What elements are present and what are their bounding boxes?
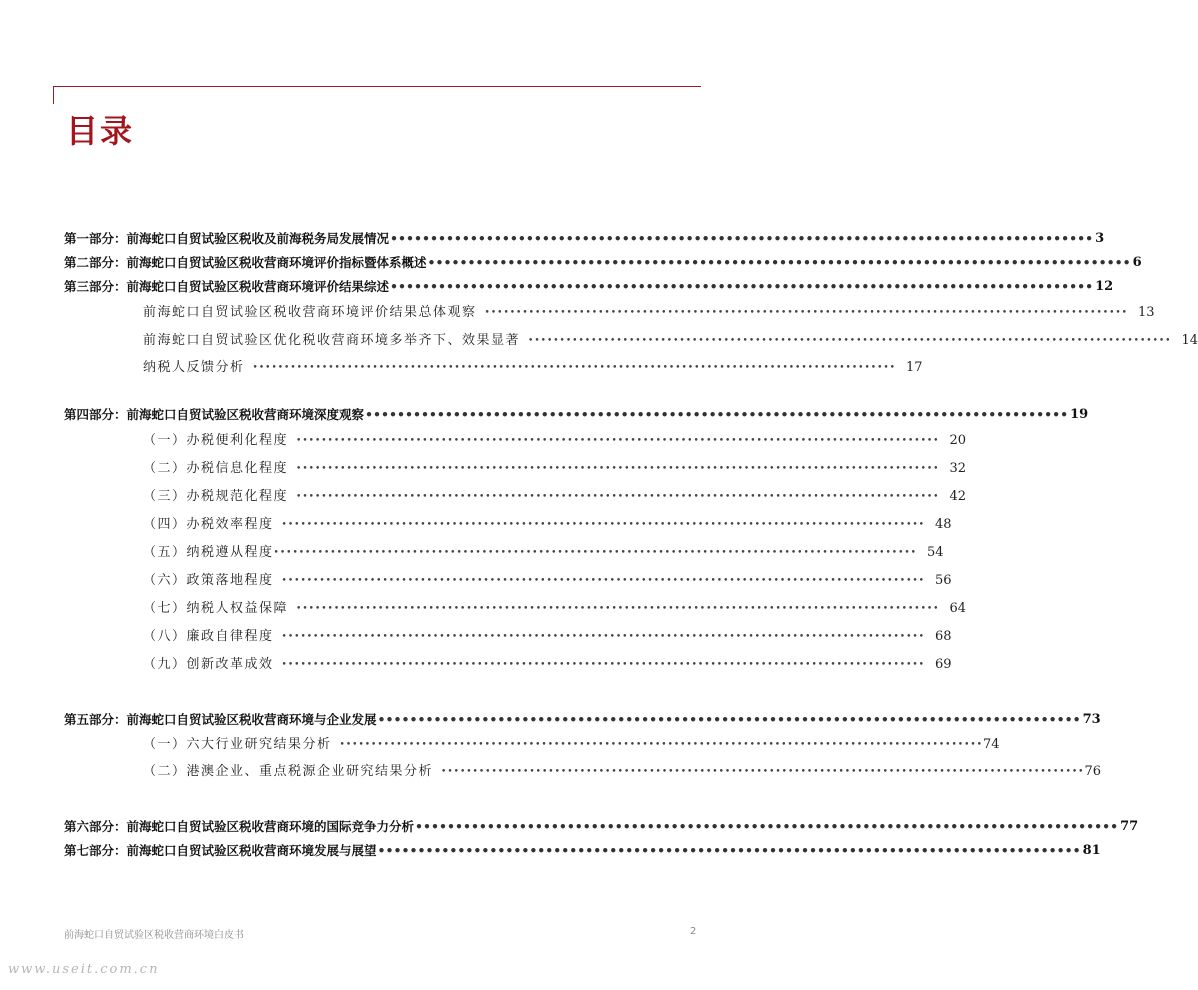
leader-dots: •••••••••••••••••••••••••••••••••••••••••••••••••••••••••••••••••••••••••••••••••••••••••••••••••••••• (296, 604, 940, 614)
toc-entry-part-4[interactable] (64, 405, 1089, 425)
toc-entry-part-2[interactable] (64, 253, 1142, 273)
toc-entry-part-3[interactable] (64, 277, 1114, 297)
toc-entry-label: （七）纳税人权益保障 (143, 601, 289, 616)
toc-entry-part-5[interactable] (64, 710, 1101, 730)
toc-entry-5-1[interactable] (143, 735, 1000, 755)
leader-dots: •••••••••••••••••••••••••••••••••••••••••••••••••••••••••••••••••••••••••••••••••••••••••••••••••••••• (281, 632, 925, 642)
toc-entry-4-5[interactable] (143, 543, 944, 563)
toc-entry-page: 20 (949, 433, 967, 448)
toc-entry-label: 第七部分：前海蛇口自贸试验区税收营商环境发展与展望 (64, 843, 377, 858)
leader-dots: •••••••••••••••••••••••••••••••••••••••••••••••••••••••••••••••••••••••••••••••••••••••• (390, 279, 1094, 294)
leader-dots: •••••••••••••••••••••••••••••••••••••••••••••••••••••••••••••••••••••••••••••••••••••••• (377, 843, 1081, 858)
toc-entry-3-1[interactable] (143, 303, 1155, 323)
leader-dots: •••••••••••••••••••••••••••••••••••••••••••••••••••••••••••••••••••••••••••••••••••••••••••••••••••••• (273, 548, 917, 558)
page-title: 目录 (66, 112, 135, 150)
leader-dots: •••••••••••••••••••••••••••••••••••••••••••••••••••••••••••••••••••••••••••••••••••••••• (390, 231, 1094, 246)
toc-entry-page: 81 (1082, 843, 1101, 858)
toc-entry-label: （九）创新改革成效 (143, 657, 274, 672)
toc-entry-3-3[interactable] (143, 358, 923, 378)
toc-entry-label: 前海蛇口自贸试验区优化税收营商环境多举齐下、效果显著 (143, 333, 521, 348)
toc-entry-part-7[interactable] (64, 841, 1101, 861)
header-rule (53, 86, 701, 87)
toc-entry-label: （八）廉政自律程度 (143, 629, 274, 644)
toc-entry-label: （二）港澳企业、重点税源企业研究结果分析 (143, 764, 434, 779)
toc-entry-4-6[interactable] (143, 571, 952, 591)
toc-entry-page: 32 (949, 461, 967, 476)
toc-entry-page: 13 (1138, 305, 1155, 320)
leader-dots: •••••••••••••••••••••••••••••••••••••••••••••••••••••••••••••••••••••••••••••••••••••••••••••••••••••• (339, 740, 983, 750)
toc-entry-label: 第五部分：前海蛇口自贸试验区税收营商环境与企业发展 (64, 712, 377, 727)
toc-entry-4-7[interactable] (143, 599, 967, 619)
toc-entry-page: 69 (935, 657, 952, 672)
toc-entry-label: （二）办税信息化程度 (143, 461, 289, 476)
leader-dots: •••••••••••••••••••••••••••••••••••••••••••••••••••••••••••••••••••••••••••••••••••••••••••••••••••••• (281, 520, 925, 530)
toc-entry-label: （一）办税便利化程度 (143, 433, 289, 448)
watermark: www.useit.com.cn (8, 962, 160, 977)
footer-title: 前海蛇口自贸试验区税收营商环境白皮书 (64, 930, 244, 941)
toc-entry-4-8[interactable] (143, 627, 952, 647)
toc-entry-label: 第三部分：前海蛇口自贸试验区税收营商环境评价结果综述 (64, 279, 390, 294)
leader-dots: •••••••••••••••••••••••••••••••••••••••••••••••••••••••••••••••••••••••••••••••••••••••••••••••••••••• (296, 436, 940, 446)
toc-entry-part-6[interactable] (64, 817, 1139, 837)
toc-entry-page: 42 (949, 489, 967, 504)
toc-entry-label: （六）政策落地程度 (143, 573, 274, 588)
leader-dots: •••••••••••••••••••••••••••••••••••••••••••••••••••••••••••••••••••••••••••••••••••••••• (427, 255, 1131, 270)
leader-dots: •••••••••••••••••••••••••••••••••••••••••••••••••••••••••••••••••••••••••••••••••••••••••••••••••••••• (296, 492, 940, 502)
toc-entry-page: 73 (1082, 712, 1101, 727)
toc-entry-part-1[interactable] (64, 229, 1105, 249)
toc-entry-page: 54 (927, 545, 944, 560)
leader-dots: •••••••••••••••••••••••••••••••••••••••••••••••••••••••••••••••••••••••••••••••••••••••• (377, 712, 1081, 727)
toc-entry-label: 第二部分：前海蛇口自贸试验区税收营商环境评价指标暨体系概述 (64, 255, 427, 270)
leader-dots: •••••••••••••••••••••••••••••••••••••••••••••••••••••••••••••••••••••••••••••••••••••••••••••••••••••• (281, 576, 925, 586)
toc-entry-page: 68 (935, 629, 952, 644)
leader-dots: •••••••••••••••••••••••••••••••••••••••••••••••••••••••••••••••••••••••••••••••••••••••••••••••••••••• (252, 363, 896, 373)
toc-entry-page: 48 (935, 517, 952, 532)
toc-entry-page: 56 (935, 573, 952, 588)
footer-page-number: 2 (690, 926, 697, 937)
leader-dots: •••••••••••••••••••••••••••••••••••••••••••••••••••••••••••••••••••••••••••••••••••••••• (415, 819, 1119, 834)
leader-dots: •••••••••••••••••••••••••••••••••••••••••••••••••••••••••••••••••••••••••••••••••••••••••••••••••••••• (296, 464, 940, 474)
leader-dots: •••••••••••••••••••••••••••••••••••••••••••••••••••••••••••••••••••••••••••••••••••••••• (365, 407, 1069, 422)
leader-dots: •••••••••••••••••••••••••••••••••••••••••••••••••••••••••••••••••••••••••••••••••••••••••••••••••••••• (281, 660, 925, 670)
leader-dots: •••••••••••••••••••••••••••••••••••••••••••••••••••••••••••••••••••••••••••••••••••••••••••••••••••••• (484, 308, 1128, 318)
toc-entry-label: （三）办税规范化程度 (143, 489, 289, 504)
toc-entry-page: 19 (1070, 407, 1089, 422)
toc-entry-label: 第一部分：前海蛇口自贸试验区税收及前海税务局发展情况 (64, 231, 390, 246)
toc-entry-label: 前海蛇口自贸试验区税收营商环境评价结果总体观察 (143, 305, 477, 320)
toc-entry-label: 纳税人反馈分析 (143, 360, 245, 375)
toc-entry-4-4[interactable] (143, 515, 952, 535)
toc-entry-label: 第六部分：前海蛇口自贸试验区税收营商环境的国际竞争力分析 (64, 819, 415, 834)
toc-entry-label: （五）纳税遵从程度 (143, 545, 274, 560)
toc-entry-3-2[interactable] (143, 331, 1198, 351)
toc-entry-label: （一）六大行业研究结果分析 (143, 737, 332, 752)
toc-entry-4-2[interactable] (143, 459, 967, 479)
toc-entry-page: 3 (1095, 231, 1105, 246)
toc-entry-5-2[interactable] (143, 762, 1102, 782)
toc-entry-page: 77 (1120, 819, 1139, 834)
leader-dots: •••••••••••••••••••••••••••••••••••••••••••••••••••••••••••••••••••••••••••••••••••••••••••••••••••••• (528, 336, 1172, 346)
header-rule-corner (53, 86, 54, 104)
toc-entry-4-3[interactable] (143, 487, 967, 507)
toc-entry-4-1[interactable] (143, 431, 967, 451)
toc-entry-page: 76 (1084, 764, 1102, 779)
toc-entry-page: 17 (906, 360, 923, 375)
toc-entry-label: （四）办税效率程度 (143, 517, 274, 532)
toc-entry-page: 64 (949, 601, 967, 616)
toc-entry-page: 6 (1132, 255, 1142, 270)
leader-dots: •••••••••••••••••••••••••••••••••••••••••••••••••••••••••••••••••••••••••••••••••••••••••••••••••••••• (441, 767, 1085, 777)
toc-entry-page: 74 (983, 737, 1000, 752)
toc-entry-label: 第四部分：前海蛇口自贸试验区税收营商环境深度观察 (64, 407, 365, 422)
toc-entry-page: 12 (1095, 279, 1114, 294)
toc-entry-4-9[interactable] (143, 655, 952, 675)
toc-entry-page: 14 (1181, 333, 1198, 348)
